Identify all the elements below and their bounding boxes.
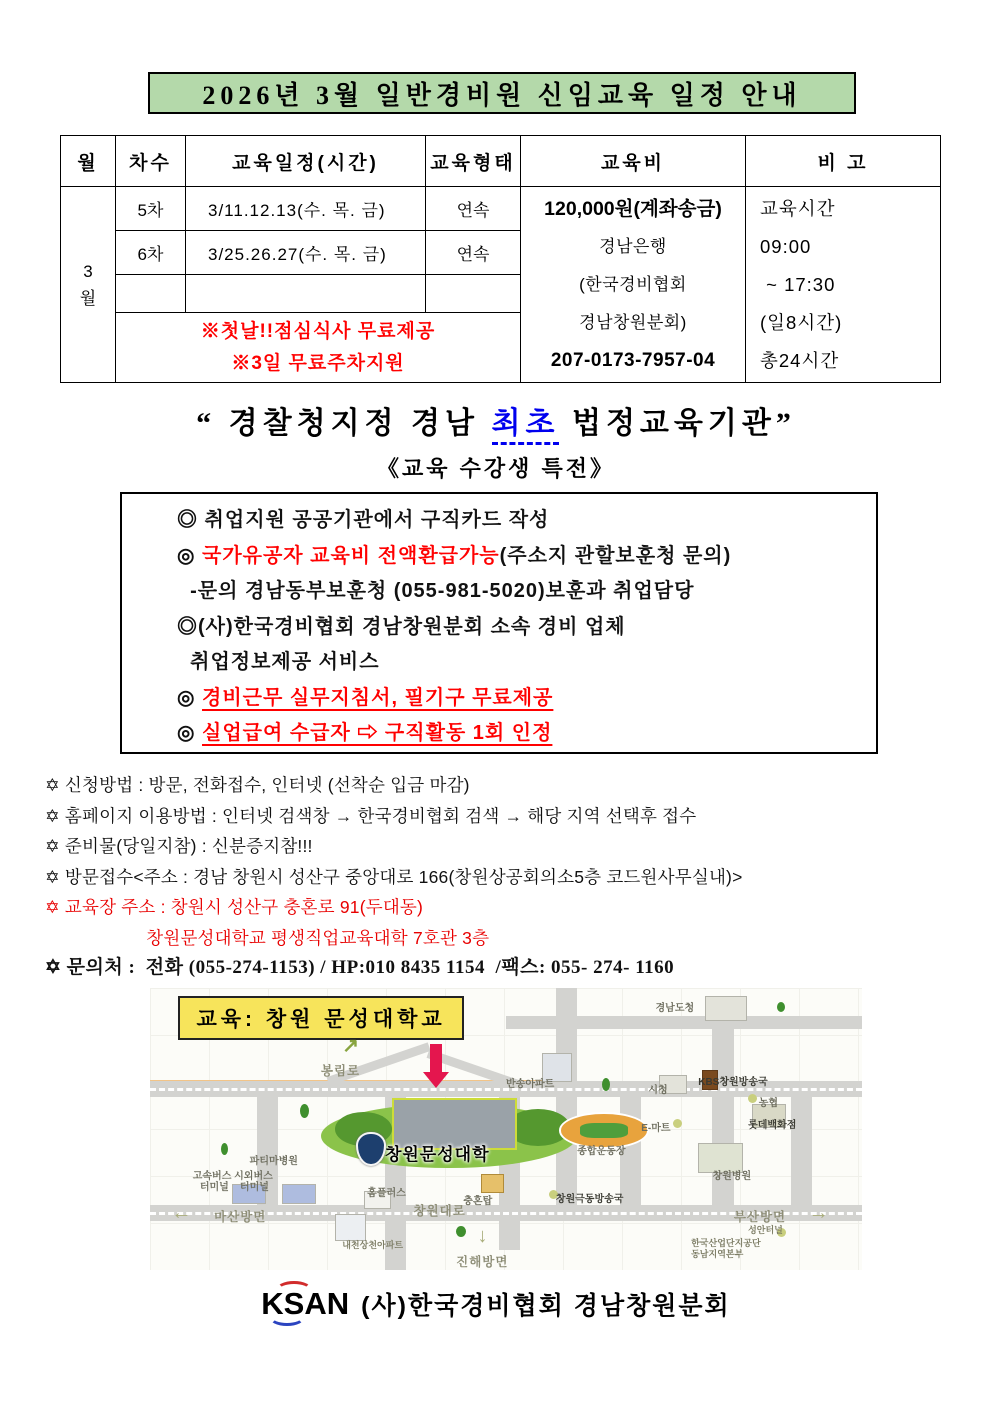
session-cell [116, 275, 186, 313]
map-label: 반송아파트 [506, 1079, 555, 1091]
session-cell: 6차 [116, 231, 186, 275]
benefits-box [120, 492, 878, 754]
slogan-suffix: 법정교육기관” [559, 407, 796, 440]
schedule-cell [186, 275, 426, 313]
benefit-line [177, 716, 876, 752]
month-number: 3 [83, 261, 93, 281]
map-title-box: 교육: 창원 문성대학교 [178, 996, 463, 1040]
info-item: ✡ 교육장 주소 : 창원시 성산구 충혼로 91(두대동) [45, 897, 424, 917]
table-header-row [61, 136, 941, 187]
tree-icon [300, 1104, 309, 1118]
benefit-text: ◎(사)한국경비협회 경남창원분회 소속 경비 업체 [177, 615, 626, 638]
ksan-blue-arc-icon [269, 1308, 305, 1326]
map-label: 파티마병원 [249, 1155, 298, 1167]
type-cell: 연속 [426, 231, 521, 275]
benefit-line [177, 539, 876, 575]
footer [0, 1286, 992, 1322]
tree-icon [777, 1002, 785, 1012]
note-lunch: ※첫날!!점심식사 무료제공 [200, 320, 436, 342]
info-item: ✡ 방문접수<주소 : 경남 창원시 성산구 중앙대로 166(창원상공회의소5층 코드원사무실내)> [45, 866, 743, 887]
benefit-line [177, 681, 876, 717]
direction-arrow-icon: ↓ [477, 1224, 488, 1247]
map-label: 고속버스 시외버스 [192, 1171, 273, 1183]
map-road-vertical [556, 988, 577, 1205]
info-list [45, 770, 975, 984]
col-header-type: 교육형태 [426, 136, 521, 187]
arrow-head [423, 1072, 449, 1088]
map-label: 롯데백화점 [748, 1120, 797, 1132]
map-label: 봉림로 [320, 1064, 361, 1079]
fee-amount: 120,000원(계좌송금) [544, 197, 722, 220]
direction-arrow-icon: ← [171, 1202, 192, 1225]
campus-location-map [150, 988, 862, 1270]
map-label: 창원대로 [413, 1203, 466, 1218]
remark-line: (일8시간) [760, 311, 843, 333]
benefit-line [177, 574, 876, 610]
slogan-highlight: 최초 [492, 407, 560, 445]
benefit-line [177, 610, 876, 646]
benefit-text: ◎ 취업지원 공공기관에서 구직카드 작성 [177, 509, 550, 531]
info-item: 창원문성대학교 평생직업교육대학 7호관 3층 [45, 927, 490, 948]
type-cell [426, 275, 521, 313]
info-item: ✡ 문의처 : 전화 (055-274-1153) / HP:010 8435 1154 /팩스: 055- 274- 1160 [45, 957, 675, 978]
col-header-month: 월 [61, 136, 116, 187]
benefit-text: -문의 경남동부보훈청 (055-981-5020)보훈과 취업담당 [177, 580, 695, 602]
remark-line: 총24시간 [760, 349, 840, 371]
benefit-text: (주소지 관할보훈청 문의) [499, 544, 732, 567]
map-label: 동남지역본부 [691, 1249, 744, 1260]
map-label: 창원문성대학 [384, 1145, 490, 1165]
map-label: 부산방면 [733, 1209, 787, 1224]
direction-arrow-icon: ↗ [342, 1035, 359, 1058]
schedule-cell: 3/25.26.27(수. 목. 금) [186, 231, 426, 275]
type-cell: 연속 [426, 187, 521, 231]
note-parking: ※3일 무료주차지원 [231, 352, 405, 374]
arrow-shaft [430, 1044, 442, 1072]
fee-account-number: 207-0173-7957-04 [550, 349, 716, 371]
benefit-line [177, 645, 876, 681]
ksan-logo-text: KSAN [261, 1286, 350, 1321]
tree-icon [456, 1226, 466, 1237]
map-label: KBS창원방송국 [698, 1076, 768, 1088]
map-label: 마산방면 [214, 1209, 267, 1224]
emart-dot [673, 1119, 682, 1128]
remark-line: 교육시간 [760, 197, 836, 219]
benefit-text: 경비근무 실무지침서, 필기구 무료제공 [202, 686, 554, 709]
stadium-field [580, 1123, 628, 1139]
provincial-office-building [705, 996, 746, 1021]
benefit-text: 국가유공자 교육비 전액환급가능 [202, 544, 500, 567]
slogan-prefix: “ 경찰청지정 경남 [196, 407, 492, 440]
map-label: 창원병원 [712, 1171, 752, 1183]
map-label: 성안터널 [748, 1225, 783, 1236]
tree-icon [221, 1143, 228, 1155]
map-label: 터미널 터미널 [199, 1182, 269, 1194]
session-cell: 5차 [116, 187, 186, 231]
schedule-cell: 3/11.12.13(수. 목. 금) [186, 187, 426, 231]
info-item: ✡ 준비물(당일지참) : 신분증지참!!! [45, 836, 313, 856]
benefit-text: 실업급여 수급자 ⇨ 구직활동 1회 인정 [202, 722, 553, 744]
benefit-text: ◎ [177, 686, 203, 709]
info-item: ✡ 신청방법 : 방문, 전화접수, 인터넷 (선착순 입금 마감) [45, 775, 470, 795]
remark-line: 09:00 [760, 235, 812, 257]
map-label: 진해방면 [456, 1254, 509, 1269]
memorial-tower-icon [481, 1174, 504, 1193]
organization-name: (사)한국경비협회 경남창원분회 [361, 1292, 731, 1320]
fee-holder-2: 경남창원분회) [579, 312, 687, 332]
intercity-bus-terminal-building [282, 1184, 316, 1204]
benefit-line [177, 503, 876, 539]
map-road-vertical [791, 1095, 812, 1205]
map-label: 창원극동방송국 [555, 1193, 624, 1205]
col-header-schedule: 교육일정(시간) [186, 136, 426, 187]
remark-cell [746, 187, 941, 383]
benefit-text: ◎ [177, 544, 203, 567]
map-label: 홈플러스 [367, 1187, 406, 1199]
col-header-fee: 교육비 [521, 136, 746, 187]
month-suffix: 월 [79, 288, 97, 308]
map-label: E-마트 [641, 1123, 671, 1135]
fee-cell [521, 187, 746, 383]
info-item: ✡ 홈페이지 이용방법 : 인터넷 검색창 → 한국경비협회 검색 → 해당 지역 선택후 접수 [45, 805, 697, 826]
col-header-remark: 비 고 [746, 136, 941, 187]
benefit-text: ◎ [177, 722, 203, 744]
fee-holder-1: (한국경비협회 [579, 274, 687, 294]
map-label: 한국산업단지공단 [691, 1238, 761, 1249]
remark-line: ~ 17:30 [760, 273, 836, 295]
col-header-session: 차수 [116, 136, 186, 187]
map-label: 내천상천아파트 [342, 1239, 404, 1250]
slogan-line [0, 398, 992, 442]
map-label: 충혼탑 [463, 1196, 493, 1208]
fee-bank: 경남은행 [599, 236, 667, 256]
map-label: 농협 [758, 1097, 779, 1109]
table-row [61, 187, 941, 231]
ksan-logo [261, 1286, 349, 1322]
nonghyup-dot [748, 1094, 757, 1103]
map-label: 시청 [648, 1085, 668, 1097]
map-label: 종합운동장 [577, 1145, 626, 1157]
month-cell [61, 187, 116, 383]
direction-arrow-icon: → [808, 1202, 829, 1225]
title-banner: 2026년 3월 일반경비원 신임교육 일정 안내 [148, 72, 856, 114]
benefits-subtitle: 《교육 수강생 특전》 [377, 456, 615, 481]
schedule-table [60, 135, 941, 383]
free-offer-notes [116, 313, 521, 383]
map-label: 경남도청 [655, 1003, 695, 1015]
benefit-text: 취업정보제공 서비스 [177, 651, 380, 673]
